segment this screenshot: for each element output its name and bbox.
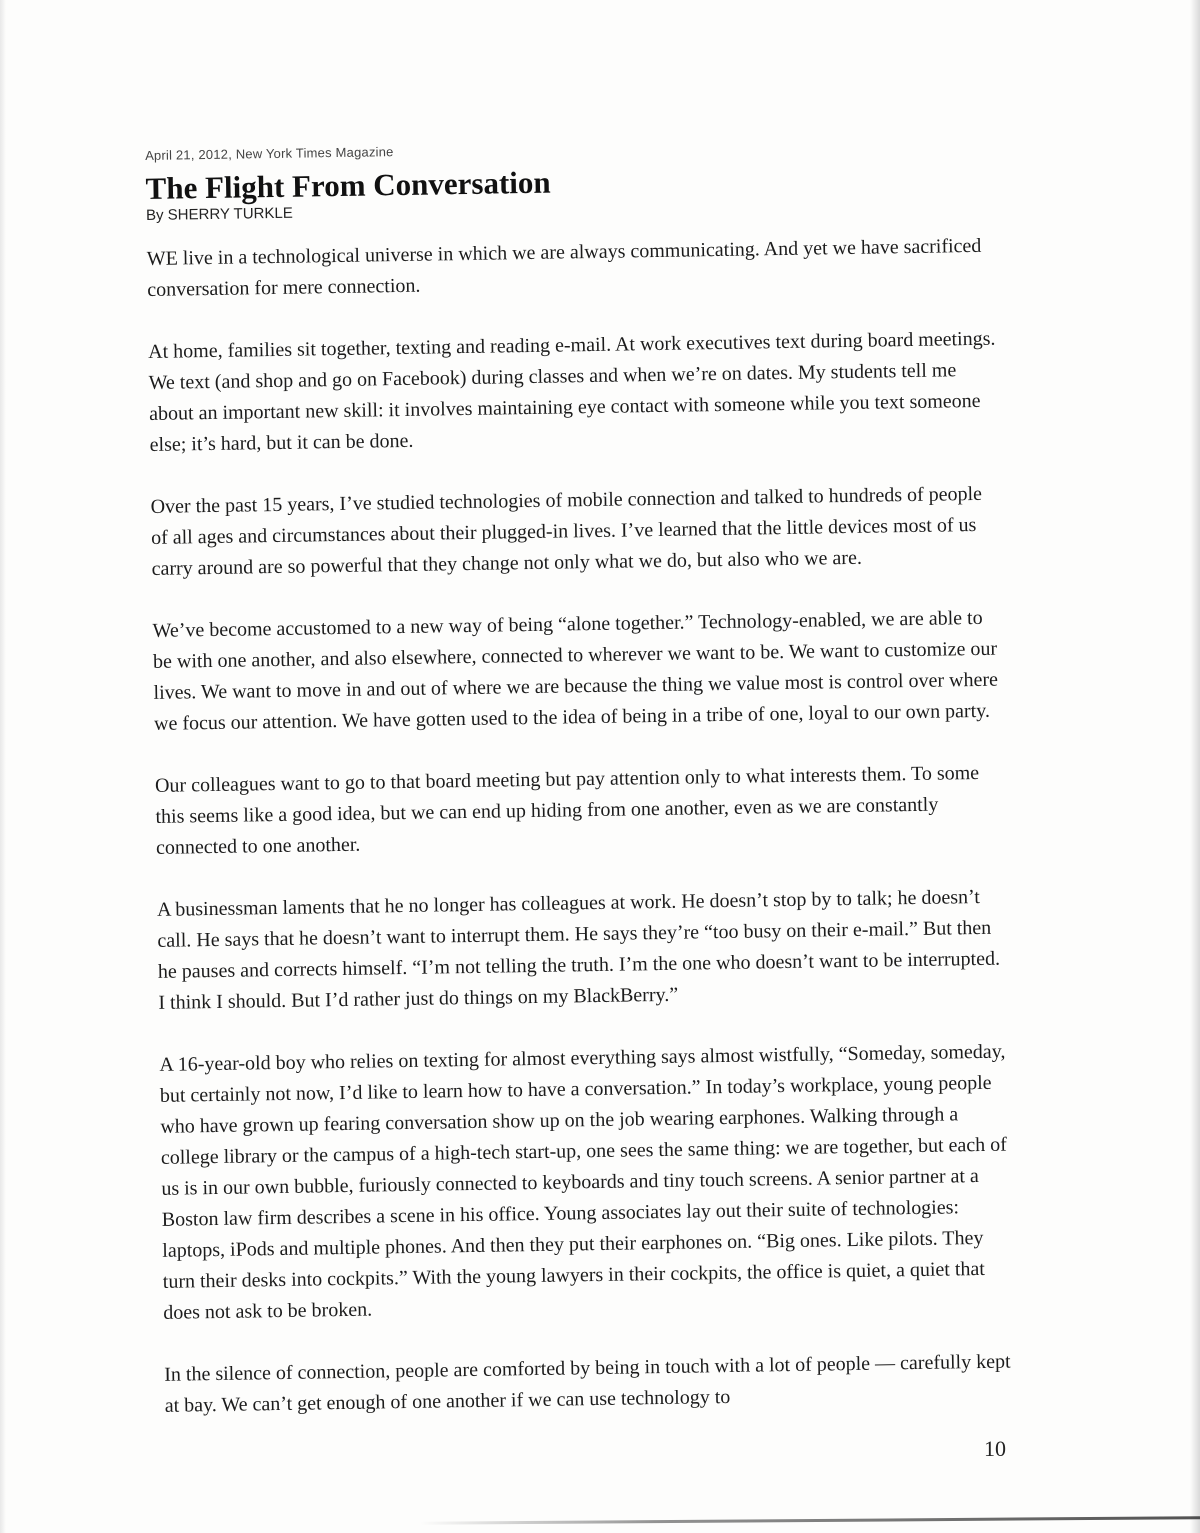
paragraph: WE live in a technological universe in which we are always communicating. And yet we have sacrificed conversation for mere connection. (146, 234, 982, 301)
scan-right-edge (1190, 0, 1200, 1533)
paragraph: A businessman laments that he no longer has colleagues at work. He doesn’t stop by to talk; he doesn’t call. He says that he doesn’t want to interrupt them. He says they’re “too busy on their e-mail.” But then he pauses and corrects himself. “I’m not telling the truth. I’m the one who doesn’t want to be interrupted. I think I should. But I’d rather just do things on my BlackBerry.” (156, 885, 1001, 1014)
paragraph: In the silence of connection, people are comforted by being in touch with a lot of people — carefully kept at bay. We can’t get enough of one another if we can use technology to (164, 1350, 1011, 1417)
paragraph: A 16-year-old boy who relies on texting for almost everything says almost wistfully, “Someday, someday, but certainly not now, I’d like to learn how to have a conversation.” In today’s workplace, young people who have grown up fearing conversation show up on the job wearing earphones. Walking through a college library or the campus of a high-tech start-up, one sees the same thing: we are together, but each of us is in our own bubble, furiously connected to keyboards and tiny touch screens. A senior partner at a Boston law firm describes a scene in his office. Young associates lay out their suite of technologies: laptops, iPods and multiple phones. And then they put their earphones on. “Big ones. Like pilots. They turn their desks into cockpits.” With the young lawyers in their cockpits, the office is quiet, a quiet that does not ask to be broken. (159, 1040, 1008, 1324)
paragraph: At home, families sit together, texting and reading e-mail. At work executives text during board meetings. We text (and shop and go on Facebook) during classes and when we’re on dates. My students tell me about an important new skill: it involves maintaining eye contact with someone while you text someone else; it’s hard, but it can be done. (148, 327, 996, 456)
article (145, 135, 1015, 1453)
page-number: 10 (984, 1436, 1006, 1461)
byline: By SHERRY TURKLE (145, 204, 293, 224)
paragraph: We’ve become accustomed to a new way of being “alone together.” Technology-enabled, we are able to be with one another, and also elsewhere, connected to wherever we want to be. We want to customize our lives. We want to move in and out of where we are because the thing we value most is control over where we focus our attention. We have gotten used to the idea of being in a tribe of one, loyal to our own party. (152, 606, 999, 735)
article-title: The Flight From Conversation (145, 164, 551, 206)
paragraph: Our colleagues want to go to that board meeting but pay attention only to what interests them. To some this seems like a good idea, but we can end up hiding from one another, even as we are constantly connected to one another. (154, 761, 980, 859)
scan-left-edge (0, 0, 6, 1533)
paragraph: Over the past 15 years, I’ve studied technologies of mobile connection and talked to hundreds of people of all ages and circumstances about their plugged-in lives. I’ve learned that the little devices most of us carry around are so powerful that they change not only what we do, but also who we are. (150, 482, 983, 580)
scan-artifact-line (420, 1516, 1200, 1524)
source-line: April 21, 2012, New York Times Magazine (145, 144, 394, 163)
